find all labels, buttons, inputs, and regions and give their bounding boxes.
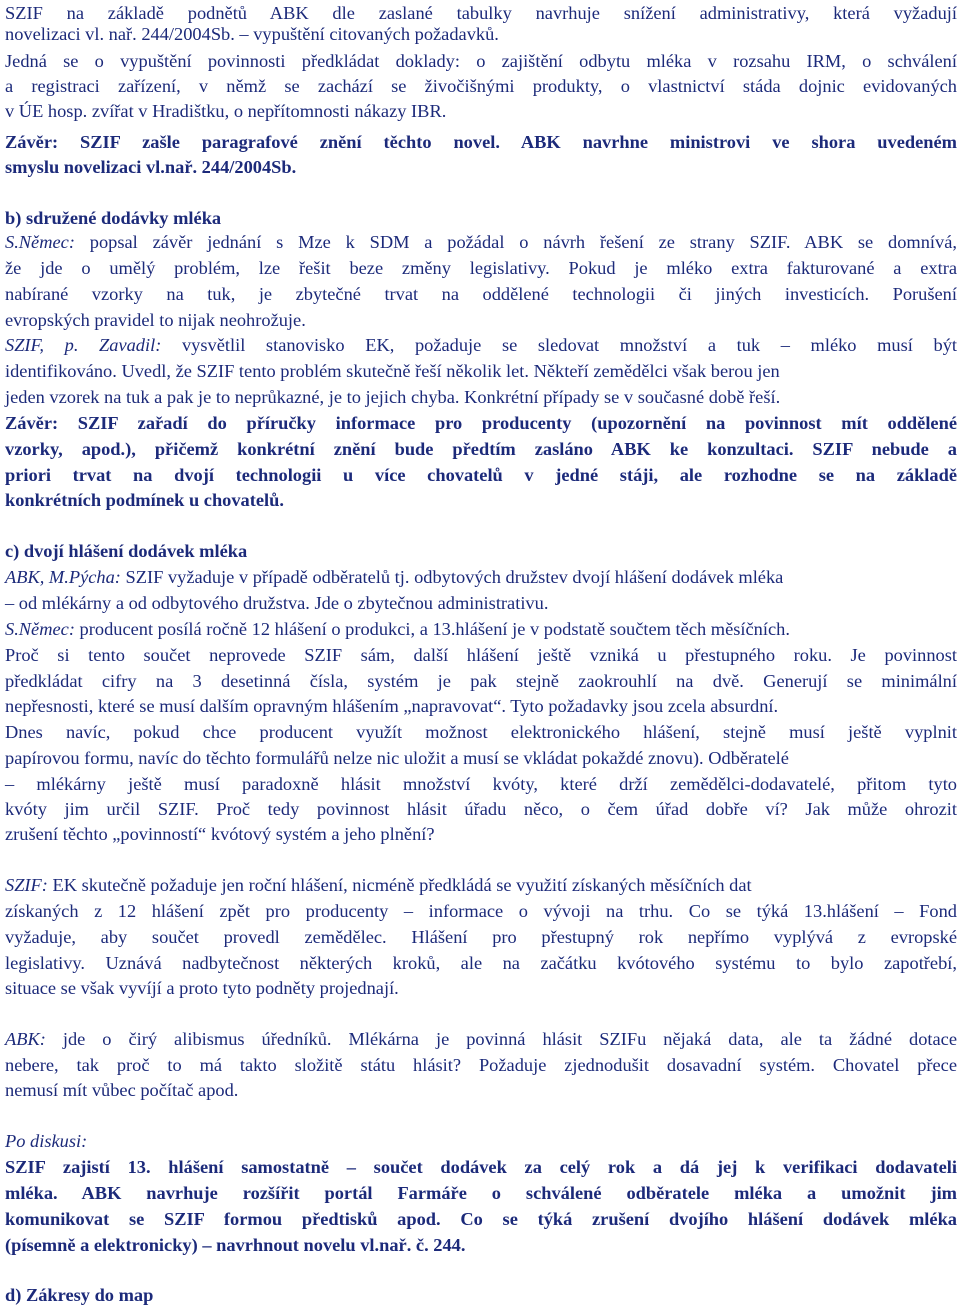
text-line <box>5 230 957 254</box>
bold-text-line <box>5 130 957 154</box>
bold-text-line <box>5 437 957 461</box>
text-line <box>5 1027 957 1051</box>
text-line <box>5 694 957 718</box>
line-text: situace se však vyvíjí a proto tyto podněty projednají. <box>5 978 399 998</box>
bold-text-line <box>5 1155 957 1179</box>
text-line <box>5 591 957 615</box>
line-text: b) sdružené dodávky mléka <box>5 208 222 228</box>
text-line <box>5 899 957 923</box>
line-text: evropských pravidel to nijak neohrožuje. <box>5 310 306 330</box>
text-line <box>5 1078 957 1102</box>
line-text: že jde o umělý problém, lze řešit beze změny legislativy. Pokud je mléko extra fakturované a extra <box>5 258 957 278</box>
line-text: komunikovat se SZIF formou předtisků apod. Co se týká zrušení dvojího hlášení dodávek mléka <box>5 1209 957 1229</box>
line-text: nemusí mít vůbec počítač apod. <box>5 1080 239 1100</box>
line-text: SZIF zajistí 13. hlášení samostatně – součet dodávek za celý rok a dá jej k verifikaci dodavateli <box>5 1157 957 1177</box>
bold-text-line <box>5 1181 957 1205</box>
line-text: a registraci zařízení, v němž se zachází se živočišnými produkty, o vlastnictví stáda dojnic evidovaných <box>5 76 957 96</box>
bold-text-line <box>5 488 957 512</box>
line-text: Jedná se o vypuštění povinnosti předkládat doklady: o zajištění odbytu mléka v rozsahu IRM, o schválení <box>5 51 957 71</box>
line-text: Proč si tento součet neprovede SZIF sám, další hlášení ještě vzniká u přestupného roku. Je povinnost <box>5 645 957 665</box>
line-text: nebere, tak proč to má takto složitě státu hlásit? Požaduje zjednodušit dosavadní systém. Chovatel přece <box>5 1055 957 1075</box>
bold-text-line <box>5 1233 957 1257</box>
line-text: v ÚE hosp. zvířat v Hradištku, o nepřítomnosti nákazy IBR. <box>5 101 447 121</box>
speaker-label: ABK: <box>5 1029 46 1049</box>
speaker-label: SZIF, p. Zavadil: <box>5 335 162 355</box>
speaker-label: S.Němec: <box>5 619 75 639</box>
text-line <box>5 385 957 409</box>
speaker-label: S.Němec: <box>5 232 75 252</box>
line-text: konkrétních podmínek u chovatelů. <box>5 490 284 510</box>
line-text: jde o čirý alibismus úředníků. Mlékárna je povinná hlásit SZIFu nějaká data, ale ta žádné dotace <box>45 1029 957 1049</box>
line-text: zrušení těchto „povinností“ kvótový systém a jeho plnění? <box>5 824 435 844</box>
text-line <box>5 720 957 744</box>
line-text: (písemně a elektronicky) – navrhnout novelu vl.nař. č. 244. <box>5 1235 466 1255</box>
text-line <box>5 746 957 770</box>
text-line <box>5 282 957 306</box>
speaker-label: ABK, M.Pýcha: <box>5 567 121 587</box>
line-text: Dnes navíc, pokud chce producent využít možnost elektronického hlášení, stejně musí ještě vyplnit <box>5 722 957 742</box>
text-line <box>5 22 957 46</box>
line-text: identifikováno. Uvedl, že SZIF tento problém skutečně řeší několik let. Někteří zemědělci však berou jen <box>5 361 780 381</box>
line-text: papírovou formu, navíc do těchto formulářů nelze nic uložit a musí se vkládat pokaždé znovu). Odběratelé <box>5 748 789 768</box>
text-line <box>5 308 957 332</box>
line-text: mléka. ABK navrhuje rozšířit portál Farmáře o schválené odběratele mléka a umožnit jim <box>5 1183 957 1203</box>
bold-text-line <box>5 463 957 487</box>
line-text: legislativy. Uznává nadbytečnost některých kroků, ale na začátku kvótového systému to bylo zapotřebí, <box>5 953 957 973</box>
bold-text-line <box>5 155 957 179</box>
text-line <box>5 565 957 589</box>
line-text: získaných z 12 hlášení zpět pro producenty – informace o vývoji na trhu. Co se týká 13.hlášení – Fond <box>5 901 957 921</box>
text-line <box>5 617 957 641</box>
text-line <box>5 74 957 98</box>
text-line <box>5 822 957 846</box>
line-text: předkládat cifry na 3 desetinná čísla, systém je pak stejně zaokrouhlí na dvě. Generují se minimální <box>5 671 957 691</box>
line-text: d) Zákresy do map <box>5 1285 154 1305</box>
line-text: SZIF na základě podnětů ABK dle zaslané tabulky navrhuje snížení administrativy, která vyžadují <box>5 3 957 23</box>
line-text: EK skutečně požaduje jen roční hlášení, nicméně předkládá se využití získaných měsíčních dat <box>47 875 752 895</box>
text-line <box>5 333 957 357</box>
bold-text-line <box>5 411 957 435</box>
line-text: popsal závěr jednání s Mze k SDM a požádal o návrh řešení ze strany SZIF. ABK se domnívá, <box>74 232 957 252</box>
line-text: smyslu novelizaci vl.nař. 244/2004Sb. <box>5 157 297 177</box>
line-text: vyžaduje, aby součet provedl zemědělec. Hlášení pro přestupný rok nepřímo vyplývá z evropské <box>5 927 957 947</box>
line-text: vzorky, apod.), přičemž konkrétní znění bude předtím zasláno ABK ke konzultaci. SZIF nebude a <box>5 439 957 459</box>
text-line <box>5 925 957 949</box>
text-line <box>5 643 957 667</box>
text-line <box>5 99 957 123</box>
bold-text-line <box>5 1283 957 1307</box>
line-text: c) dvojí hlášení dodávek mléka <box>5 541 248 561</box>
bold-text-line <box>5 1207 957 1231</box>
text-line <box>5 359 957 383</box>
line-text: nabírané vzorky na tuk, je zbytečné trvat na oddělené technologii či jiných investicích. Porušení <box>5 284 957 304</box>
text-line <box>5 976 957 1000</box>
text-line <box>5 951 957 975</box>
text-line <box>5 873 957 897</box>
text-line <box>5 256 957 280</box>
line-text: producent posílá ročně 12 hlášení o produkci, a 13.hlášení je v podstatě součtem těch měsíčních. <box>74 619 790 639</box>
line-text: priori trvat na dvojí technologii u více chovatelů v jedné stáji, ale rozhodne se na základě <box>5 465 957 485</box>
text-line <box>5 1129 957 1153</box>
line-text: kvóty jim určil SZIF. Proč tedy povinnost hlásit úřadu něco, o čem úřad dobře ví? Jak může ohrozit <box>5 799 957 819</box>
line-text: – od mlékárny a od odbytového družstva. Jde o zbytečnou administrativu. <box>5 593 549 613</box>
text-line <box>5 669 957 693</box>
line-text: SZIF vyžaduje v případě odběratelů tj. odbytových družstev dvojí hlášení dodávek mléka <box>120 567 784 587</box>
line-text: jeden vzorek na tuk a pak je to neprůkazné, je to jejich chyba. Konkrétní případy se v současné době řeší. <box>5 387 781 407</box>
text-line <box>5 1053 957 1077</box>
line-text: nepřesnosti, které se musí dalším opravným hlášením „napravovat“. Tyto požadavky jsou zcela absurdní. <box>5 696 779 716</box>
speaker-label: SZIF: <box>5 875 48 895</box>
text-line <box>5 49 957 73</box>
line-text: Závěr: SZIF zašle paragrafové znění těchto novel. ABK navrhne ministrovi ve shora uvedeném <box>5 132 957 152</box>
bold-text-line <box>5 539 957 563</box>
speaker-label: Po diskusi: <box>5 1131 88 1151</box>
bold-text-line <box>5 206 957 230</box>
text-line <box>5 797 957 821</box>
line-text: vysvětlil stanovisko EK, požaduje se sledovat množství a tuk – mléko musí být <box>161 335 957 355</box>
line-text: Závěr: SZIF zařadí do příručky informace pro producenty (upozornění na povinnost mít oddělené <box>5 413 957 433</box>
line-text: novelizaci vl. nař. 244/2004Sb. – vypuštění citovaných požadavků. <box>5 24 499 44</box>
text-line <box>5 772 957 796</box>
line-text: – mlékárny ještě musí paradoxně hlásit množství kvóty, které drží zemědělci-dodavatelé, přitom tyto <box>5 774 957 794</box>
